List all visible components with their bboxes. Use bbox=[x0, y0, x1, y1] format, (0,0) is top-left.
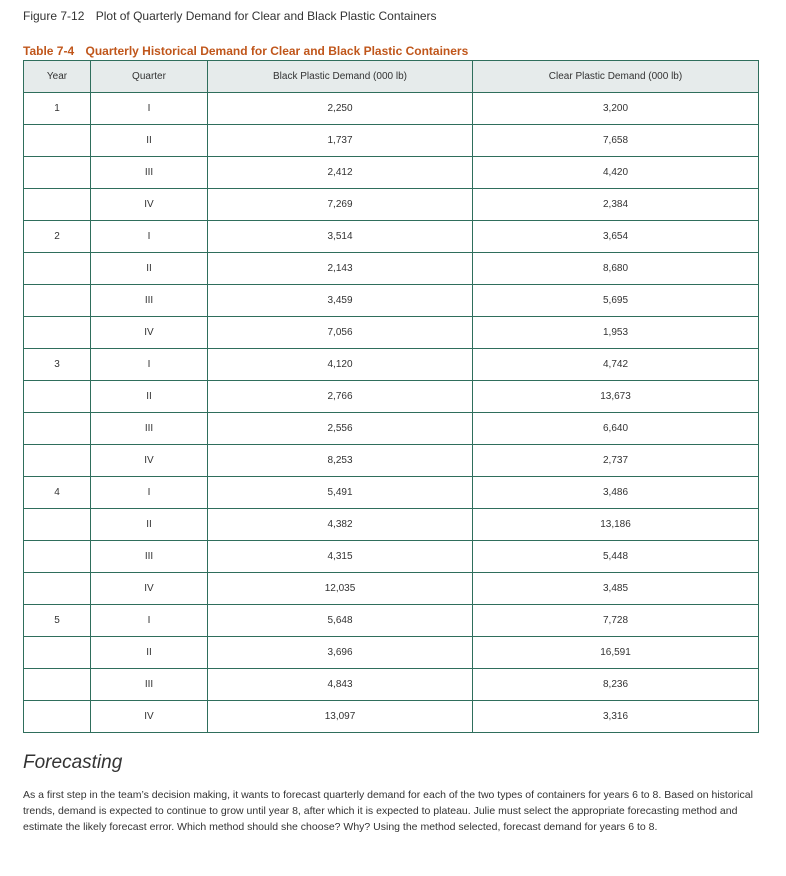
black-demand-cell: 2,250 bbox=[208, 93, 473, 125]
year-cell bbox=[24, 573, 91, 605]
year-cell bbox=[24, 381, 91, 413]
section-body: As a first step in the team’s decision making, it wants to forecast quarterly demand for each of the two types of containers for years 6 to 8. Based on historical trends, demand is expected to continue to grow until year 8, after which it is expected to plateau. Julie must select the appropriate forecasting method and estimate the likely forecast error. Which method should she choose? Why? Using the method selected, forecast demand for years 6 to 8. bbox=[23, 789, 753, 833]
table-row bbox=[24, 541, 759, 573]
black-demand-cell: 13,097 bbox=[208, 701, 473, 733]
quarter-cell: I bbox=[91, 93, 208, 125]
year-cell bbox=[24, 509, 91, 541]
black-demand-cell: 4,315 bbox=[208, 541, 473, 573]
year-cell bbox=[24, 413, 91, 445]
clear-demand-cell: 4,742 bbox=[473, 349, 759, 381]
clear-demand-cell: 2,737 bbox=[473, 445, 759, 477]
quarter-cell: IV bbox=[91, 317, 208, 349]
table-row bbox=[24, 605, 759, 637]
clear-demand-cell: 4,420 bbox=[473, 157, 759, 189]
year-cell bbox=[24, 125, 91, 157]
table-caption bbox=[23, 44, 468, 58]
clear-demand-cell: 3,654 bbox=[473, 221, 759, 253]
table-header-row bbox=[24, 61, 759, 93]
year-cell bbox=[24, 317, 91, 349]
table-number: Table 7-4 bbox=[23, 44, 75, 58]
quarter-cell: I bbox=[91, 349, 208, 381]
quarter-cell: II bbox=[91, 253, 208, 285]
table-row bbox=[24, 157, 759, 189]
table-row bbox=[24, 477, 759, 509]
clear-demand-cell: 1,953 bbox=[473, 317, 759, 349]
year-cell bbox=[24, 157, 91, 189]
clear-demand-cell: 7,728 bbox=[473, 605, 759, 637]
header-clear-demand: Clear Plastic Demand (000 lb) bbox=[473, 61, 759, 93]
quarter-cell: IV bbox=[91, 445, 208, 477]
table-row bbox=[24, 189, 759, 221]
year-cell: 1 bbox=[24, 93, 91, 125]
table-row bbox=[24, 285, 759, 317]
figure-caption bbox=[23, 9, 437, 23]
black-demand-cell: 1,737 bbox=[208, 125, 473, 157]
quarter-cell: IV bbox=[91, 573, 208, 605]
year-cell bbox=[24, 637, 91, 669]
clear-demand-cell: 5,448 bbox=[473, 541, 759, 573]
black-demand-cell: 2,556 bbox=[208, 413, 473, 445]
year-cell bbox=[24, 701, 91, 733]
quarter-cell: III bbox=[91, 541, 208, 573]
quarter-cell: III bbox=[91, 669, 208, 701]
quarter-cell: IV bbox=[91, 189, 208, 221]
quarter-cell: II bbox=[91, 637, 208, 669]
year-cell bbox=[24, 253, 91, 285]
table-row bbox=[24, 445, 759, 477]
table-row bbox=[24, 317, 759, 349]
table-title: Quarterly Historical Demand for Clear and Black Plastic Containers bbox=[85, 44, 469, 58]
year-cell: 4 bbox=[24, 477, 91, 509]
year-cell bbox=[24, 541, 91, 573]
demand-table bbox=[23, 60, 759, 733]
quarter-cell: II bbox=[91, 381, 208, 413]
black-demand-cell: 8,253 bbox=[208, 445, 473, 477]
quarter-cell: II bbox=[91, 125, 208, 157]
table-row bbox=[24, 413, 759, 445]
table-row bbox=[24, 509, 759, 541]
black-demand-cell: 3,514 bbox=[208, 221, 473, 253]
black-demand-cell: 7,269 bbox=[208, 189, 473, 221]
clear-demand-cell: 2,384 bbox=[473, 189, 759, 221]
table-body bbox=[24, 93, 759, 733]
year-cell: 2 bbox=[24, 221, 91, 253]
clear-demand-cell: 13,186 bbox=[473, 509, 759, 541]
quarter-cell: I bbox=[91, 477, 208, 509]
black-demand-cell: 4,120 bbox=[208, 349, 473, 381]
black-demand-cell: 4,382 bbox=[208, 509, 473, 541]
year-cell: 5 bbox=[24, 605, 91, 637]
quarter-cell: III bbox=[91, 285, 208, 317]
year-cell bbox=[24, 285, 91, 317]
black-demand-cell: 4,843 bbox=[208, 669, 473, 701]
clear-demand-cell: 8,236 bbox=[473, 669, 759, 701]
header-year: Year bbox=[24, 61, 91, 93]
table-row bbox=[24, 669, 759, 701]
year-cell: 3 bbox=[24, 349, 91, 381]
figure-number: Figure 7-12 bbox=[23, 9, 85, 23]
quarter-cell: IV bbox=[91, 701, 208, 733]
clear-demand-cell: 3,200 bbox=[473, 93, 759, 125]
table-row bbox=[24, 221, 759, 253]
table-row bbox=[24, 93, 759, 125]
black-demand-cell: 7,056 bbox=[208, 317, 473, 349]
quarter-cell: I bbox=[91, 605, 208, 637]
year-cell bbox=[24, 189, 91, 221]
quarter-cell: III bbox=[91, 157, 208, 189]
black-demand-cell: 2,766 bbox=[208, 381, 473, 413]
table-row bbox=[24, 349, 759, 381]
black-demand-cell: 2,412 bbox=[208, 157, 473, 189]
black-demand-cell: 5,648 bbox=[208, 605, 473, 637]
header-quarter: Quarter bbox=[91, 61, 208, 93]
quarter-cell: III bbox=[91, 413, 208, 445]
quarter-cell: I bbox=[91, 221, 208, 253]
table-row bbox=[24, 381, 759, 413]
table-row bbox=[24, 253, 759, 285]
black-demand-cell: 5,491 bbox=[208, 477, 473, 509]
clear-demand-cell: 8,680 bbox=[473, 253, 759, 285]
year-cell bbox=[24, 445, 91, 477]
quarter-cell: II bbox=[91, 509, 208, 541]
black-demand-cell: 2,143 bbox=[208, 253, 473, 285]
black-demand-cell: 3,696 bbox=[208, 637, 473, 669]
table-row bbox=[24, 701, 759, 733]
black-demand-cell: 3,459 bbox=[208, 285, 473, 317]
header-black-demand: Black Plastic Demand (000 lb) bbox=[208, 61, 473, 93]
clear-demand-cell: 5,695 bbox=[473, 285, 759, 317]
table-row bbox=[24, 573, 759, 605]
black-demand-cell: 12,035 bbox=[208, 573, 473, 605]
clear-demand-cell: 3,485 bbox=[473, 573, 759, 605]
section-heading: Forecasting bbox=[23, 752, 123, 773]
figure-title: Plot of Quarterly Demand for Clear and Black Plastic Containers bbox=[95, 9, 437, 23]
clear-demand-cell: 3,316 bbox=[473, 701, 759, 733]
clear-demand-cell: 13,673 bbox=[473, 381, 759, 413]
table-row bbox=[24, 125, 759, 157]
clear-demand-cell: 3,486 bbox=[473, 477, 759, 509]
clear-demand-cell: 7,658 bbox=[473, 125, 759, 157]
table-row bbox=[24, 637, 759, 669]
clear-demand-cell: 6,640 bbox=[473, 413, 759, 445]
clear-demand-cell: 16,591 bbox=[473, 637, 759, 669]
year-cell bbox=[24, 669, 91, 701]
